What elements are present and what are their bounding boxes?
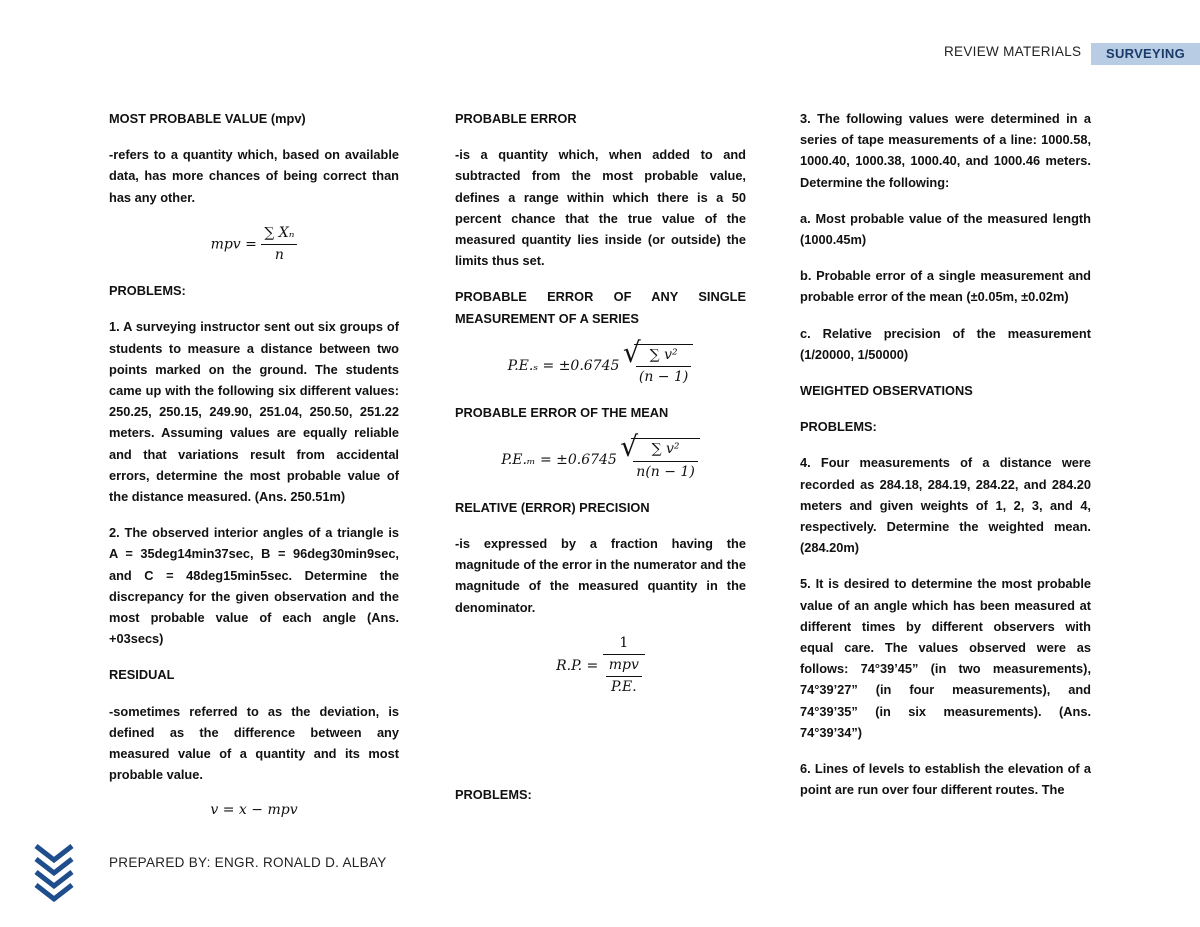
eq-lhs: P.E.ₛ = ±0.6745 — [507, 358, 620, 375]
prepared-by: PREPARED BY: ENGR. RONALD D. ALBAY — [109, 855, 387, 870]
problem-1: 1. A surveying instructor sent out six groups of students to measure a distance between two points marked on the ground. The students came up with the following six different values: 250.25, 250.15, 249.90, 251.04, 250.50, 251.22 meters. Assuming values are equally reliable and that variations result from accidental errors, determine the most probable value of the distance measured. (Ans. 250.51m) — [109, 319, 399, 505]
inner-numerator: mpv — [606, 655, 642, 677]
paragraph: -is a quantity which, when added to and subtracted from the most probable value, defines a range within which there is a 50 percent chance that the true value of the measured quantity lies inside (or outside) the limits thus set. — [455, 147, 746, 269]
heading-pe-single: PROBABLE ERROR OF ANY SINGLE MEASUREMENT OF A SERIES — [455, 289, 746, 326]
column-3 — [800, 108, 1091, 815]
heading-problems: PROBLEMS: — [109, 283, 186, 299]
problem-4: 4. Four measurements of a distance were recorded as 284.18, 284.19, 284.22, and 284.20 meters and given weights of 1, 2, 3, and 4, respectively. Determine the weighted mean. (284.20m) — [800, 455, 1091, 556]
denominator: n(n − 1) — [636, 463, 695, 480]
column-1 — [109, 108, 399, 836]
heading-pe-mean: PROBABLE ERROR OF THE MEAN — [455, 405, 669, 421]
paragraph: -refers to a quantity which, based on available data, has more chances of being correct than has any other. — [109, 147, 399, 205]
header-title: REVIEW MATERIALS — [944, 44, 1082, 59]
inner-fraction — [606, 655, 642, 698]
denominator: (n − 1) — [638, 369, 689, 386]
paragraph: -sometimes referred to as the deviation, is defined as the difference between any measured value of a quantity and its most probable value. — [109, 703, 399, 783]
heading-mpv: MOST PROBABLE VALUE (mpv) — [109, 111, 306, 126]
heading-residual: RESIDUAL — [109, 667, 175, 683]
denominator — [603, 655, 645, 698]
paragraph: -is expressed by a fraction having the magnitude of the error in the numerator and the magnitude of the measured quantity in the denominator. — [455, 536, 746, 615]
numerator: 1 — [603, 633, 645, 655]
inner-denominator: P.E. — [610, 679, 637, 696]
heading-problems: PROBLEMS: — [800, 419, 877, 435]
column-2 — [455, 108, 746, 821]
equation-pe-single — [455, 344, 746, 388]
problem-6: 6. Lines of levels to establish the elevation of a point are run over four different routes. The — [800, 761, 1091, 798]
heading-problems: PROBLEMS: — [455, 787, 532, 803]
equation-residual: v = x − mpv — [210, 802, 298, 819]
numerator: √ ∑ v² — [636, 345, 691, 367]
fraction — [633, 439, 698, 482]
problem-2: 2. The observed interior angles of a triangle is A = 35deg14min37sec, B = 96deg30min9sec, and C = 48deg15min5sec. Determine the discrepancy for the given observation and the most probable value of each angle (Ans. +03secs) — [109, 525, 399, 647]
problem-3b: b. Probable error of a single measurement and probable error of the mean (±0.05m, ±0.02m) — [800, 268, 1091, 305]
fraction — [636, 345, 691, 388]
sqrt — [634, 344, 693, 388]
equation-relative-precision — [455, 633, 746, 699]
fraction — [603, 633, 645, 699]
problem-3: 3. The following values were determined in a series of tape measurements of a line: 1000.58, 1000.40, 1000.38, 1000.40, and 1000.46 meters. Determine the following: — [800, 111, 1091, 190]
problem-3c: c. Relative precision of the measurement (1/20000, 1/50000) — [800, 325, 1091, 362]
denominator: n — [274, 247, 284, 264]
heading-probable-error: PROBABLE ERROR — [455, 111, 577, 126]
problem-3a: a. Most probable value of the measured length (1000.45m) — [800, 210, 1091, 248]
numerator: √ ∑ v² — [633, 439, 698, 461]
fraction — [261, 223, 297, 266]
equation-pe-mean — [455, 438, 746, 482]
subject-badge: SURVEYING — [1091, 43, 1200, 65]
eq-lhs: R.P. = — [556, 657, 599, 674]
equation-mpv — [109, 223, 399, 266]
problem-5: 5. It is desired to determine the most probable value of an angle which has been measured at different times by different observers with equal care. The values observed were as follows: 74°39’45” (in two measurements), 74°39’27” (in four measurements), and 74°39’35” (in six measurements). (Ans. 74°39’34”) — [800, 576, 1091, 740]
heading-weighted: WEIGHTED OBSERVATIONS — [800, 383, 973, 399]
eq-lhs: mpv = — [210, 236, 257, 253]
heading-relative-precision: RELATIVE (ERROR) PRECISION — [455, 499, 650, 515]
sqrt — [631, 438, 700, 482]
chevrons-down-icon — [33, 843, 75, 903]
numerator: ∑ Xₙ — [261, 223, 297, 245]
eq-lhs: P.E.ₘ = ±0.6745 — [501, 452, 617, 469]
